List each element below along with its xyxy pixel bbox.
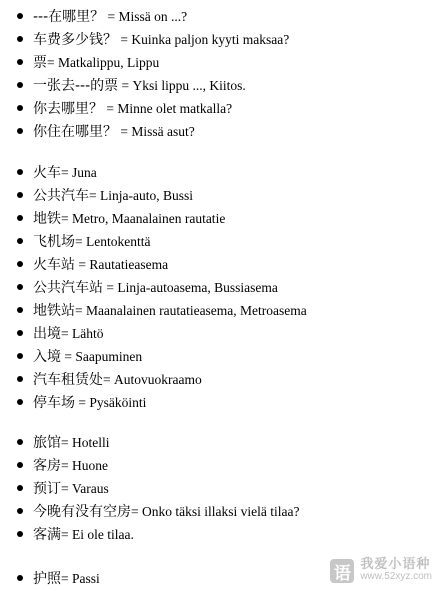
list-item [0,119,438,142]
equals-separator: = [61,165,72,180]
equals-separator: = [103,280,118,295]
bullet-icon [17,284,23,290]
list-item [0,229,438,252]
chinese-term: 你去哪里？ [33,101,103,117]
list-item [0,298,438,321]
list-item [0,160,438,183]
finnish-translation: Missä asut? [131,124,195,139]
equals-separator: = [117,32,132,47]
chinese-term: 飞机场 [33,234,75,250]
chinese-term: 地铁站 [33,303,75,319]
equals-separator: = [47,55,58,70]
bullet-icon [17,575,23,581]
finnish-translation: Passi [72,571,100,586]
finnish-translation: Kuinka paljon kyyti maksaa? [131,32,290,47]
watermark-site-url: www.52xyz.com [360,571,432,582]
finnish-translation: Missä on ...? [118,9,188,24]
equals-separator: = [61,481,72,496]
watermark-site-name: 我爱小语种 [360,557,431,572]
watermark-text [360,559,432,583]
bullet-icon [17,439,23,445]
equals-separator: = [75,395,90,410]
list-item [0,27,438,50]
equals-separator: = [117,124,132,139]
finnish-translation: Linja-auto, Bussi [100,188,193,203]
finnish-translation: Pysäköinti [89,395,147,410]
bullet-icon [17,261,23,267]
finnish-translation: Juna [72,165,97,180]
chinese-term: 公共汽车站 [33,280,103,296]
finnish-translation: Onko täksi illaksi vielä tilaa? [142,504,300,519]
list-item [0,390,438,413]
equals-separator: = [61,211,72,226]
list-item [0,430,438,453]
list-item [0,367,438,390]
bullet-icon [17,485,23,491]
chinese-term: 出境 [33,326,61,342]
equals-separator: = [89,188,100,203]
list-item [0,522,438,545]
bullet-icon [17,169,23,175]
phrase-list-transport [0,160,438,413]
finnish-translation: Minne olet matkalla? [117,101,233,116]
bullet-icon [17,462,23,468]
bullet-icon [17,82,23,88]
bullet-icon [17,192,23,198]
finnish-translation: Maanalainen rautatieasema, Metroasema [86,303,307,318]
list-item [0,453,438,476]
finnish-translation: Autovuokraamo [114,372,202,387]
list-item [0,73,438,96]
list-item [0,321,438,344]
list-item [0,476,438,499]
list-item [0,183,438,206]
chinese-term: 地铁 [33,211,61,227]
equals-separator: = [118,78,133,93]
equals-separator: = [61,326,72,341]
list-item [0,499,438,522]
list-item [0,50,438,73]
chinese-term: 停车场 [33,395,75,411]
finnish-translation: Lähtö [72,326,104,341]
bullet-icon [17,36,23,42]
chinese-term: 你住在哪里？ [33,124,117,140]
chinese-term: 汽车租赁处 [33,372,103,388]
equals-separator: = [61,571,72,586]
bullet-icon [17,105,23,111]
chinese-term: 火车站 [33,257,75,273]
bullet-icon [17,531,23,537]
bullet-icon [17,13,23,19]
equals-separator: = [103,372,114,387]
equals-separator: = [103,101,118,116]
finnish-translation: Huone [72,458,108,473]
finnish-translation: Saapuminen [75,349,143,364]
chinese-term: 预订 [33,481,61,497]
finnish-translation: Metro, Maanalainen rautatie [72,211,226,226]
site-watermark [330,557,432,585]
bullet-icon [17,238,23,244]
list-item [0,96,438,119]
bullet-icon [17,128,23,134]
chinese-term: 旅馆 [33,435,61,451]
finnish-translation: Varaus [72,481,109,496]
chinese-term: 客满 [33,527,61,543]
equals-separator: = [61,349,76,364]
equals-separator: = [61,458,72,473]
chinese-term: 火车 [33,165,61,181]
chinese-term: 今晚有没有空房 [33,504,131,520]
finnish-translation: Linja-autoasema, Bussiasema [117,280,278,295]
equals-separator: = [104,9,119,24]
finnish-translation: Lentokenttä [86,234,151,249]
chinese-term: 公共汽车 [33,188,89,204]
list-item [0,206,438,229]
bullet-icon [17,353,23,359]
watermark-logo-icon: 语 [330,559,354,583]
chinese-term: ---在哪里？ [33,9,105,25]
bullet-icon [17,399,23,405]
equals-separator: = [61,527,72,542]
chinese-term: 一张去---的票 [33,78,119,94]
list-item [0,4,438,27]
equals-separator: = [131,504,142,519]
bullet-icon [17,508,23,514]
chinese-term: 车费多少钱？ [33,32,117,48]
equals-separator: = [75,257,90,272]
chinese-term: 入境 [33,349,61,365]
finnish-translation: Hotelli [72,435,110,450]
list-item [0,275,438,298]
chinese-term: 票 [33,55,47,71]
chinese-term: 护照 [33,571,61,587]
list-item [0,344,438,367]
equals-separator: = [75,234,86,249]
bullet-icon [17,215,23,221]
chinese-term: 客房 [33,458,61,474]
phrase-list-hotel [0,430,438,545]
finnish-translation: Yksi lippu ..., Kiitos. [132,78,246,93]
phrase-list-questions [0,4,438,142]
bullet-icon [17,330,23,336]
bullet-icon [17,376,23,382]
finnish-translation: Rautatieasema [89,257,169,272]
equals-separator: = [75,303,86,318]
finnish-translation: Ei ole tilaa. [72,527,134,542]
equals-separator: = [61,435,72,450]
list-item [0,252,438,275]
bullet-icon [17,307,23,313]
finnish-translation: Matkalippu, Lippu [58,55,160,70]
bullet-icon [17,59,23,65]
